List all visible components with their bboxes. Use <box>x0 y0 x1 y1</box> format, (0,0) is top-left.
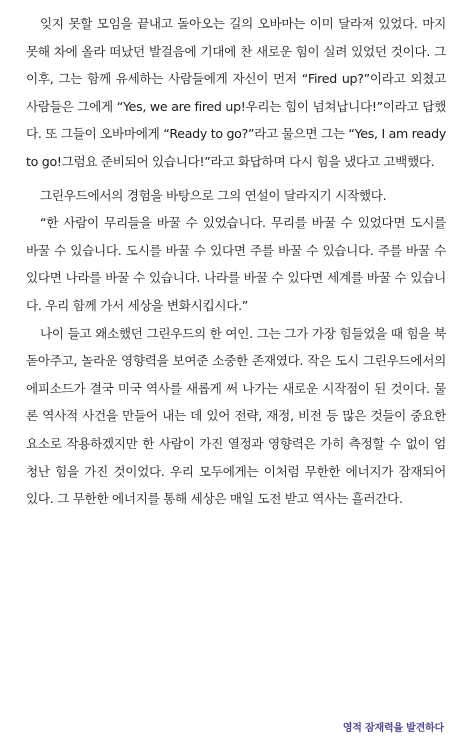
paragraph-speech-changes: 그린우드에서의 경험을 바탕으로 그의 연설이 달라지기 시작했다. <box>40 187 387 203</box>
running-footer-title: 영적 잠재력을 발견하다 <box>342 723 444 734</box>
paragraph-speech-quote: “한 사람이 무리들을 바꿀 수 있었습니다. 무리를 바꿀 수 있었다면 도시를 바꿀 수 있습니다. 도시를 바꿀 수 있다면 주를 바꿀 수 있습니다. 주를 바꿀 수 있다면 나라를 바꿀 수 있습니다. 나라를 바꿀 수 있다면 세계를 바꿀 수 있습니다. 우리 함께 가서 세상을 변화시킵시다.” <box>26 215 446 313</box>
paragraph-obama-returns: 잊지 못할 모임을 끝내고 돌아오는 길의 오바마는 이미 달라져 있었다. 마지못해 차에 올라 떠났던 발걸음에 기대에 찬 새로운 힘이 실려 있었던 것이다. 그 이후, 그는 함께 유세하는 사람들에게 자신이 먼저 “Fired up?”이라고 외쳤고 사람들은 그에게 “Yes, we are fired up!우리는 힘이 넘쳐납니다!”이라고 답했다. 또 그들이 오바마에게 “Ready to go?”라고 물으면 그는 “Yes, I am ready to go!그럼요 준비되어 있습니다!”라고 화답하며 다시 힘을 냈다고 고백했다. <box>26 16 446 169</box>
paragraph-greenwood-woman: 나이 들고 왜소했던 그린우드의 한 여인. 그는 그가 가장 힘들었을 때 힘을 북돋아주고, 놀라운 영향력을 보여준 소중한 존재였다. 작은 도시 그린우드에서의 에피소드가 결국 미국 역사를 새롭게 써 나가는 새로운 시작점이 된 것이다. 물론 역사적 사건을 만들어 내는 데 있어 전략, 재정, 비전 등 많은 것들이 중요한 요소로 작용하겠지만 한 사람이 가진 열정과 영향력은 가히 측정할 수 없이 엄청난 힘을 가진 것이었다. 우리 모두에게는 이처럼 무한한 에너지가 잠재되어 있다. 그 무한한 에너지를 통해 세상은 매일 도전 받고 역사는 흘러간다. <box>26 325 446 507</box>
body-text <box>26 10 446 513</box>
